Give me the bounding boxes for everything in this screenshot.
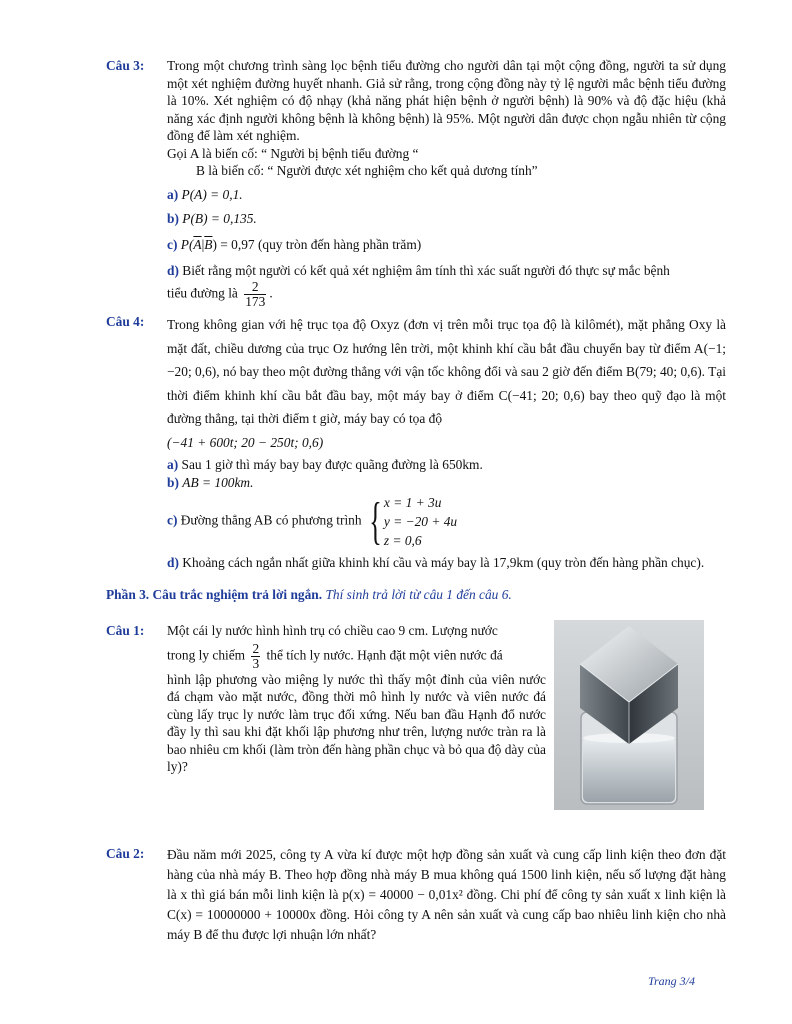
definition-b: B là biến cố: “ Người được xét nghiệm cho kết quả dương tính” bbox=[196, 163, 538, 178]
option-b-text: AB = 100km. bbox=[182, 474, 254, 490]
option-a-label: a) bbox=[167, 457, 179, 472]
option-a-text: P(A) = 0,1. bbox=[181, 186, 243, 202]
plane-coordinates: (−41 + 600t; 20 − 250t; 0,6) bbox=[167, 434, 324, 450]
section-instruction: Thí sinh trả lời từ câu 1 đến câu 6. bbox=[325, 587, 512, 602]
brace-icon: { bbox=[369, 492, 382, 550]
question-text-3: hình lập phương vào miệng ly nước thì thấy một đỉnh của viên nước đá chạm vào mặt nước, đồng thời mô hình ly nước và viên nước đá cùng lấy trục ly nước làm trục đối xứng. Nếu ban đầu Hạnh đổ nước đầy ly thì sau khi đặt khối lập phương như trên, lượng nước tràn ra là bao nhiêu cm khối (làm tròn đến hàng phần chục và bỏ qua độ dày của ly)? bbox=[167, 671, 546, 774]
definition-a: Gọi A là biến cố: “ Người bị bệnh tiểu đường “ bbox=[167, 145, 419, 161]
short-question-2 bbox=[106, 845, 726, 945]
option-d-label: d) bbox=[167, 263, 179, 278]
option-d-text: Biết rằng một người có kết quả xét nghiệm âm tính thì xác suất người đó thực sự mắc bệnh bbox=[182, 263, 670, 278]
option-b-label: b) bbox=[167, 211, 179, 226]
option-c-text: Đường thẳng AB có phương trình bbox=[180, 512, 362, 528]
option-a-text: Sau 1 giờ thì máy bay bay được quãng đường là 650km. bbox=[181, 457, 483, 472]
fraction bbox=[244, 280, 266, 309]
question-label: Câu 2: bbox=[106, 846, 145, 861]
option-c-open: P( bbox=[180, 236, 194, 252]
page-number: Trang 3/4 bbox=[648, 974, 696, 988]
question-label: Câu 3: bbox=[106, 58, 145, 73]
question-text: Trong một chương trình sàng lọc bệnh tiểu đường cho người dân tại một cộng đồng, người ta sử dụng một xét nghiệm đường huyết nhanh. Giả sử rằng, trong cộng đồng này tỷ lệ người mắc bệnh tiểu đường là 10%. Xét nghiệm có độ nhạy (khả năng phát hiện bệnh ở người bệnh) là 90% và độ đặc hiệu (khả năng xác định người không bệnh là không bệnh) là 95%. Một người dân được chọn ngẫu nhiên từ cộng đồng để làm xét nghiệm. bbox=[167, 58, 726, 143]
question-text-2a: trong ly chiếm bbox=[167, 647, 246, 663]
option-c-text: ) = 0,97 (quy tròn đến hàng phần trăm) bbox=[212, 236, 422, 252]
section-heading: Phần 3. Câu trắc nghiệm trả lời ngắn. bbox=[106, 587, 323, 602]
option-c-b-bar: $\overline{B}$ bbox=[204, 236, 213, 252]
fraction-numerator: 2 bbox=[252, 640, 260, 656]
question-4 bbox=[106, 313, 726, 572]
option-c-given: | bbox=[201, 236, 205, 252]
option-d-end: . bbox=[269, 285, 273, 301]
question-text: Đầu năm mới 2025, công ty A vừa kí được một hợp đồng sản xuất và cung cấp linh kiện theo đơn đặt hàng của nhà máy B. Theo hợp đồng nhà máy B mua không quá 1500 linh kiện, nếu số lượng đặt hàng là x thì giá bán mỗi linh kiện là p(x) = 40000 − 0,01x² đồng. Chi phí để công ty sản xuất x linh kiện là C(x) = 10000000 + 10000x đồng. Hỏi công ty A nên sản xuất và cung cấp bao nhiêu linh kiện cho nhà máy B để thu được lợi nhuận lớn nhất? bbox=[167, 847, 726, 942]
option-d-text-2: tiểu đường là bbox=[167, 285, 238, 301]
option-d-label: d) bbox=[167, 555, 179, 570]
option-c-a-bar: $\overline{A}$ bbox=[193, 236, 202, 252]
equation-y: y = −20 + 4u bbox=[383, 514, 458, 529]
fraction-numerator: 2 bbox=[244, 280, 266, 295]
question-label: Câu 1: bbox=[106, 623, 145, 638]
option-c-label: c) bbox=[167, 236, 178, 252]
question-text: Trong không gian với hệ trục tọa độ Oxyz (đơn vị trên mỗi trục tọa độ là kilômét), mặt phẳng Oxy là mặt đất, chiều dương của trục Oz hướng lên trời, một khinh khí cầu bắt đầu chuyển bay từ điểm A(−1; −20; 0,6), nó bay theo một đường thẳng với vận tốc không đổi và sau 2 giờ đến điểm B(79; 40; 0,6). Tại thời điểm khinh khí cầu bắt đầu bay, một máy bay ở điểm C(−41; 20; 0,6) bay theo quỹ đạo là một đường thẳng, tại thời điểm t giờ, máy bay có tọa độ bbox=[167, 317, 726, 426]
fraction-denominator: 173 bbox=[245, 293, 266, 309]
question-label: Câu 4: bbox=[106, 314, 145, 329]
option-a-label: a) bbox=[167, 186, 179, 202]
short-question-1 bbox=[106, 622, 546, 776]
equation-z: z = 0,6 bbox=[383, 533, 422, 548]
equation-x: x = 1 + 3u bbox=[383, 495, 442, 510]
ice-cube-glass-illustration bbox=[554, 620, 704, 810]
ice-cube-glass-image bbox=[554, 620, 704, 810]
question-3 bbox=[106, 57, 726, 309]
equation-system bbox=[384, 493, 457, 550]
question-text-2b: thể tích ly nước. Hạnh đặt một viên nước đá bbox=[266, 647, 503, 663]
option-b-label: b) bbox=[167, 474, 179, 490]
option-d-text: Khoảng cách ngắn nhất giữa khinh khí cầu và máy bay là 17,9km (quy tròn đến hàng phần chục). bbox=[182, 555, 705, 570]
option-c-label: c) bbox=[167, 512, 178, 528]
question-text-1: Một cái ly nước hình hình trụ có chiều cao 9 cm. Lượng nước bbox=[167, 623, 498, 638]
fraction-denominator: 3 bbox=[252, 655, 260, 671]
option-b-text: P(B) = 0,135. bbox=[182, 211, 257, 226]
fraction bbox=[251, 642, 260, 671]
section-title bbox=[106, 586, 512, 604]
